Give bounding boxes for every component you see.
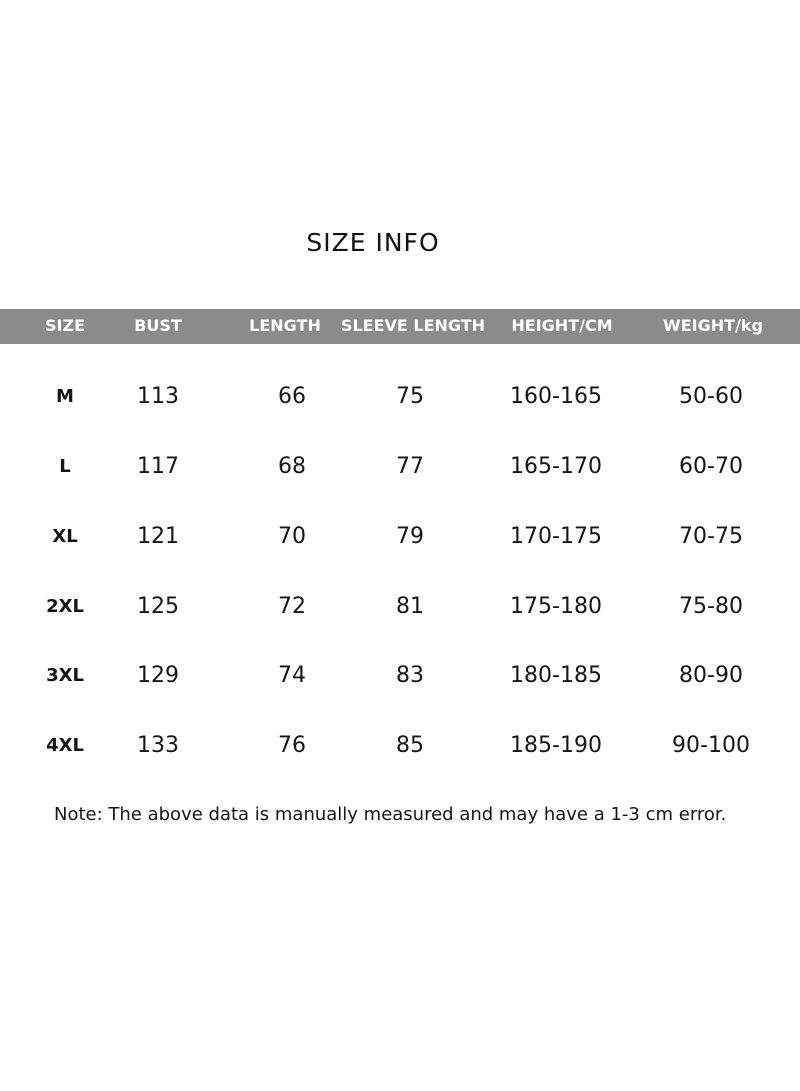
size-cell: 2XL xyxy=(46,596,84,617)
sleeve-length-cell: 75 xyxy=(396,384,424,409)
sleeve-length-cell: 85 xyxy=(396,733,424,758)
column-header-bust: BUST xyxy=(134,316,182,335)
height-cell: 185-190 xyxy=(510,733,602,758)
size-cell: XL xyxy=(52,526,78,547)
bust-cell: 121 xyxy=(137,524,179,549)
size-cell: 3XL xyxy=(46,665,84,686)
size-cell: M xyxy=(56,386,74,407)
bust-cell: 129 xyxy=(137,663,179,688)
measurement-note: Note: The above data is manually measured and may have a 1-3 cm error. xyxy=(54,804,727,825)
weight-cell: 90-100 xyxy=(672,733,750,758)
table-row xyxy=(0,380,800,416)
bust-cell: 113 xyxy=(137,384,179,409)
weight-cell: 80-90 xyxy=(679,663,743,688)
sleeve-length-cell: 79 xyxy=(396,524,424,549)
bust-cell: 125 xyxy=(137,594,179,619)
length-cell: 72 xyxy=(278,594,306,619)
size-cell: L xyxy=(59,456,71,477)
column-header-length: LENGTH xyxy=(249,316,321,335)
bust-cell: 117 xyxy=(137,454,179,479)
table-row xyxy=(0,729,800,765)
height-cell: 175-180 xyxy=(510,594,602,619)
table-row xyxy=(0,520,800,556)
length-cell: 70 xyxy=(278,524,306,549)
height-cell: 180-185 xyxy=(510,663,602,688)
height-cell: 170-175 xyxy=(510,524,602,549)
table-row xyxy=(0,590,800,626)
size-cell: 4XL xyxy=(46,735,84,756)
height-cell: 160-165 xyxy=(510,384,602,409)
weight-cell: 60-70 xyxy=(679,454,743,479)
weight-cell: 70-75 xyxy=(679,524,743,549)
length-cell: 66 xyxy=(278,384,306,409)
column-header-height: HEIGHT/CM xyxy=(511,316,613,335)
height-cell: 165-170 xyxy=(510,454,602,479)
column-header-size: SIZE xyxy=(44,316,86,335)
page-title: SIZE INFO xyxy=(306,228,440,257)
table-row xyxy=(0,450,800,486)
weight-cell: 50-60 xyxy=(679,384,743,409)
column-header-weight: WEIGHT/kg xyxy=(663,316,763,335)
weight-cell: 75-80 xyxy=(679,594,743,619)
sleeve-length-cell: 77 xyxy=(396,454,424,479)
length-cell: 76 xyxy=(278,733,306,758)
sleeve-length-cell: 81 xyxy=(396,594,424,619)
column-header-sleeve-length: SLEEVE LENGTH xyxy=(340,316,486,335)
sleeve-length-cell: 83 xyxy=(396,663,424,688)
bust-cell: 133 xyxy=(137,733,179,758)
table-row xyxy=(0,659,800,695)
length-cell: 68 xyxy=(278,454,306,479)
length-cell: 74 xyxy=(278,663,306,688)
table-header xyxy=(0,309,800,344)
